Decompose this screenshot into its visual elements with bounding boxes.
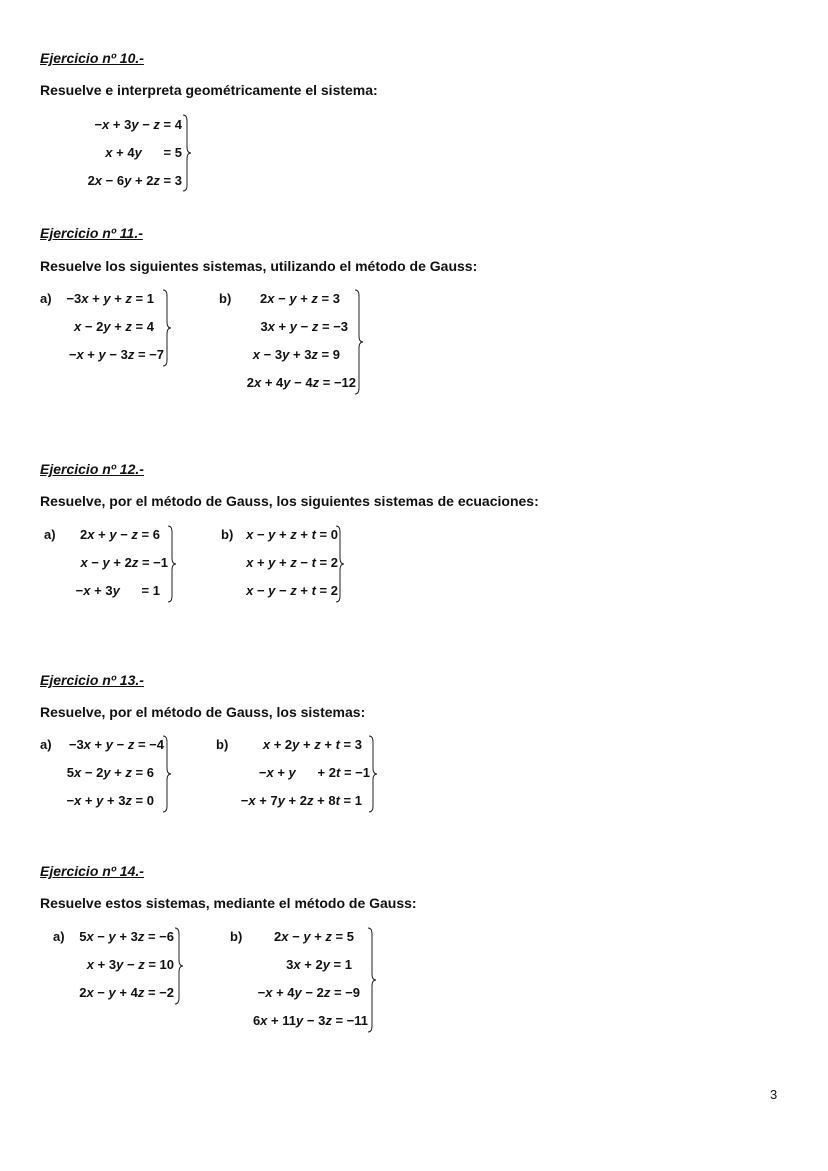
ex11-b-equation: 2x + 4y − 4z = −12 [246,375,356,390]
ex12-b-brace [336,526,344,602]
ex14-b-label: b) [230,929,243,944]
ex14-a-equation: 5x − y + 3z = −6 [79,929,174,944]
ex12-b-equation: x + y + z − t = 2 [246,555,338,570]
ex11-a-label: a) [40,291,52,306]
ex11-b-label: b) [219,291,232,306]
ex10-equation: 2x − 6y + 2z = 3 [87,173,182,188]
ex11-b-equation: 2x − y + z = 3 [260,291,340,306]
page-number: 3 [770,1087,778,1102]
ex13-a-equation: 5x − 2y + z = 6 [66,765,154,780]
ex12-a-equation: −x + 3y = 1 [75,583,160,598]
ex14-a-label: a) [53,929,65,944]
ex11-b-brace [355,290,363,394]
ex13-a-brace [163,736,171,812]
ex14-b-equation: 2x − y + z = 5 [274,929,354,944]
ex10-equation: −x + 3y − z = 4 [94,117,182,132]
ex11-b-equation: x − 3y + 3z = 9 [252,347,340,362]
ex13-a-equation: −x + y + 3z = 0 [66,793,154,808]
ex13-a-label: a) [40,737,52,752]
ex13-a-equation: −3x + y − z = −4 [68,737,164,752]
ex12-b-equation: x − y + z + t = 0 [246,527,338,542]
ex12-b-label: b) [221,527,234,542]
exercise-11-instruction: Resuelve los siguientes sistemas, utilizando el método de Gauss: [40,258,478,274]
ex11-a-equation: −3x + y + z = 1 [66,291,154,306]
ex11-b-equation: 3x + y − z = −3 [260,319,348,334]
ex14-b-equation: 3x + 2y = 1 [286,957,352,972]
ex12-b-equation: x − y − z + t = 2 [246,583,338,598]
ex14-b-equation: 6x + 11y − 3z = −11 [252,1013,368,1028]
ex13-b-brace [369,736,377,812]
ex11-a-equation: −x + y − 3z = −7 [68,347,164,362]
exercise-12-title: Ejercicio nº 12.- [40,461,144,477]
exercise-10-instruction: Resuelve e interpreta geométricamente el sistema: [40,82,378,98]
exercise-13-instruction: Resuelve, por el método de Gauss, los sistemas: [40,704,366,720]
exercise-12-instruction: Resuelve, por el método de Gauss, los siguientes sistemas de ecuaciones: [40,493,539,509]
ex14-a-equation: 2x − y + 4z = −2 [79,985,174,1000]
ex14-b-equation: −x + 4y − 2z = −9 [257,985,360,1000]
exercise-10-title: Ejercicio nº 10.- [40,50,144,66]
exercise-14-title: Ejercicio nº 14.- [40,863,144,879]
ex14-a-equation: x + 3y − z = 10 [86,957,174,972]
ex12-a-label: a) [44,527,56,542]
ex13-b-label: b) [216,737,229,752]
ex14-a-brace [175,928,183,1004]
ex12-a-brace [168,526,176,602]
exercise-11-title: Ejercicio nº 11.- [40,225,143,241]
ex12-a-equation: 2x + y − z = 6 [80,527,160,542]
ex11-a-brace [163,290,171,366]
ex10-equation: x + 4y = 5 [105,145,182,160]
exercise-14-instruction: Resuelve estos sistemas, mediante el método de Gauss: [40,895,417,911]
ex10-brace [183,115,191,191]
ex14-b-brace [368,928,376,1032]
ex13-b-equation: −x + y + 2t = −1 [258,765,370,780]
ex13-b-equation: −x + 7y + 2z + 8t = 1 [240,793,362,808]
ex12-a-equation: x − y + 2z = −1 [80,555,168,570]
exercise-13-title: Ejercicio nº 13.- [40,672,144,688]
ex13-b-equation: x + 2y + z + t = 3 [262,737,362,752]
ex11-a-equation: x − 2y + z = 4 [74,319,154,334]
